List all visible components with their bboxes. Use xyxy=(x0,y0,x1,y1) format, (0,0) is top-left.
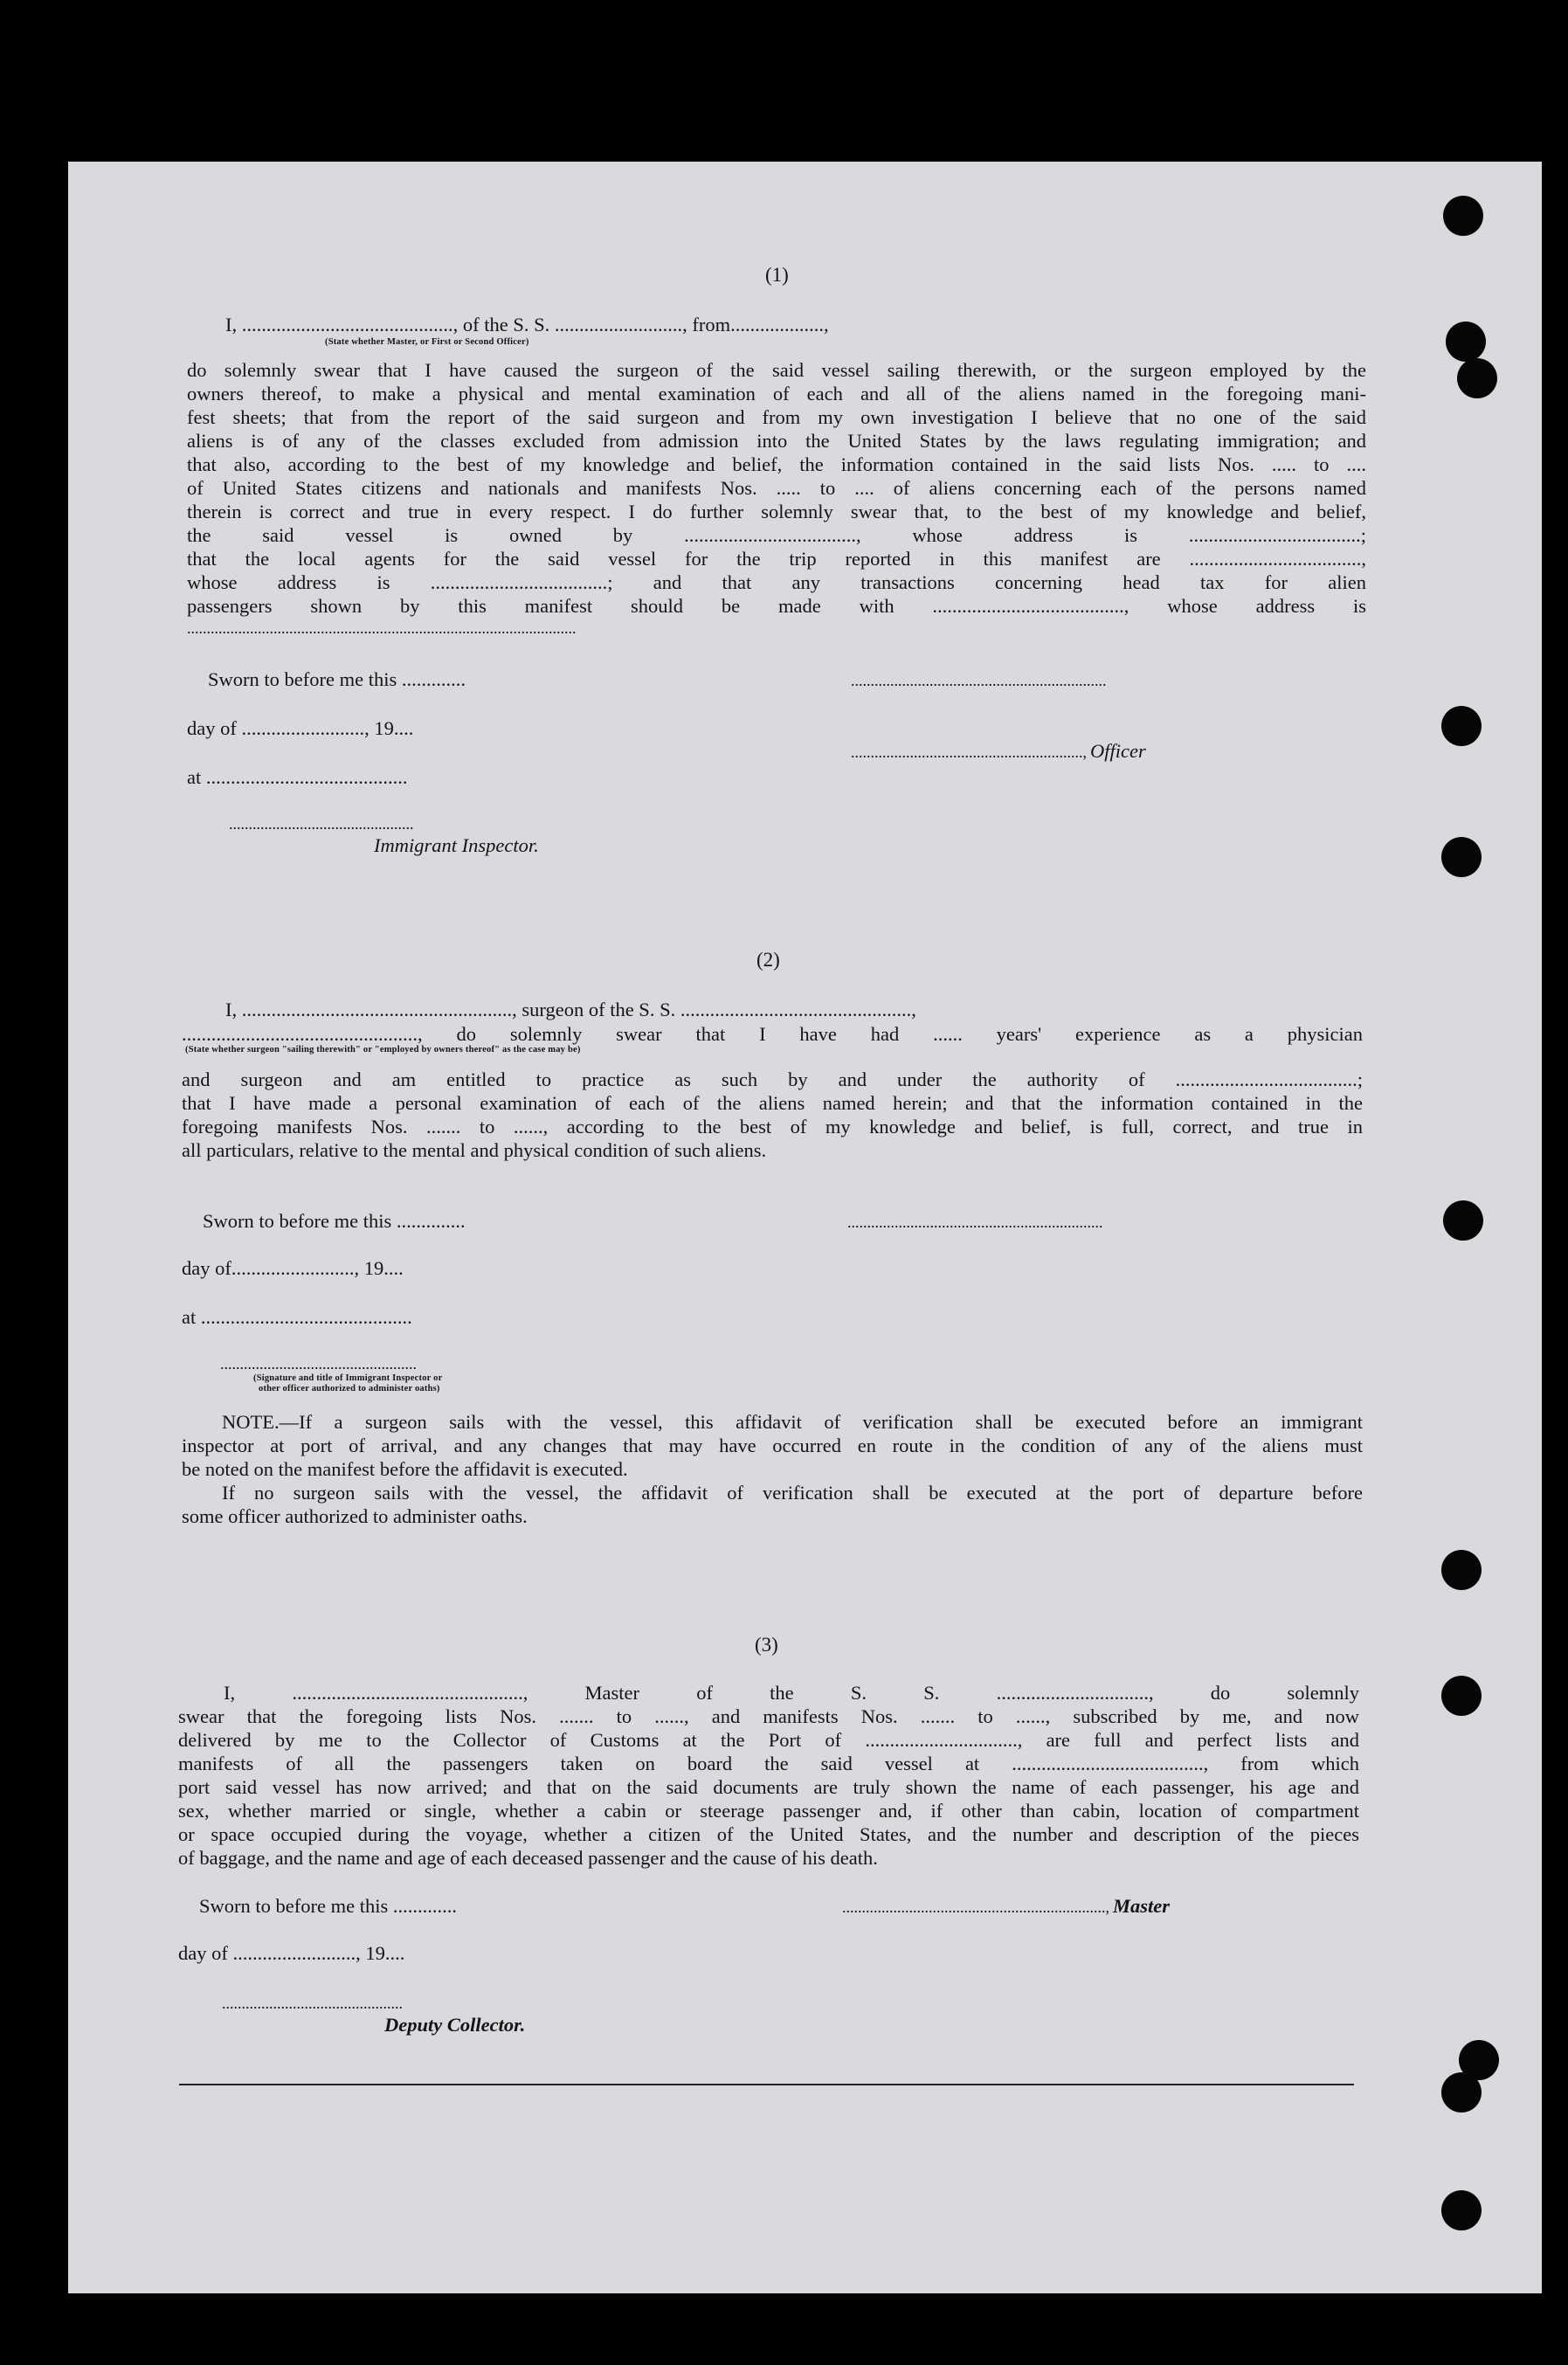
date-line: day of ........................., 19.... xyxy=(178,1942,405,1964)
note-line: some officer authorized to administer oaths. xyxy=(182,1505,528,1527)
oath-line: delivered by me to the Collector of Customs at the Port of ..............................., are full and perfect lists and xyxy=(178,1729,1359,1751)
field-caption: other officer authorized to administer oaths) xyxy=(259,1384,440,1393)
signature-line: ................................................................. xyxy=(851,672,1107,689)
officer-signature xyxy=(851,739,1146,764)
oath-line: the said vessel is owned by ..................................., whose address is ...................................; xyxy=(187,524,1366,546)
oath-line: owners thereof, to make a physical and mental examination of each and all of the aliens named in the foregoing mani- xyxy=(187,383,1366,405)
oath-line: that I have made a personal examination of each of the aliens named herein; and that the information contained in the xyxy=(182,1092,1363,1114)
note-line: inspector at port of arrival, and any changes that may have occurred en route in the condition of any of the aliens must xyxy=(182,1435,1363,1456)
section-number: (3) xyxy=(755,1634,778,1656)
place-line: at ......................................... xyxy=(187,766,408,788)
sworn-line: Sworn to before me this ............. xyxy=(199,1895,457,1917)
oath-line: that the local agents for the said vessel for the trip reported in this manifest are ..................................., xyxy=(187,548,1366,570)
punch-hole xyxy=(1441,2190,1482,2230)
field-caption: (State whether surgeon "sailing therewith" or "employed by owners thereof" as the case may be) xyxy=(185,1045,581,1055)
bottom-rule xyxy=(179,2084,1354,2085)
field-caption: (State whether Master, or First or Second Officer) xyxy=(325,337,529,347)
oath-line: manifests of all the passengers taken on board the said vessel at ......................................., from which xyxy=(178,1753,1359,1774)
place-line: at ........................................... xyxy=(182,1306,412,1328)
oath-line: fest sheets; that from the report of the said surgeon and from my own investigation I believe that no one of the said xyxy=(187,406,1366,428)
punch-hole xyxy=(1441,837,1482,877)
oath-line: or space occupied during the voyage, whether a citizen of the United States, and the number and description of the pieces xyxy=(178,1823,1359,1845)
punch-hole xyxy=(1441,1550,1482,1590)
note-line: NOTE.—If a surgeon sails with the vessel, this affidavit of verification shall be executed before an immigrant xyxy=(222,1411,1363,1433)
signature-line: .............................................. xyxy=(222,1995,403,2012)
oath-line: therein is correct and true in every respect. I do further solemnly swear that, to the best of my knowledge and belief, xyxy=(187,501,1366,522)
master-signature xyxy=(842,1894,1170,1919)
oath-line: all particulars, relative to the mental and physical condition of such aliens. xyxy=(182,1139,767,1161)
oath-line: I, ......................................................., surgeon of the S. S. ..............................................., xyxy=(225,999,916,1020)
oath-line: do solemnly swear that I have caused the surgeon of the said vessel sailing therewith, or the surgeon employed by the xyxy=(187,359,1366,381)
punch-hole xyxy=(1443,196,1483,236)
oath-line: whose address is ....................................; and that any transactions concerning head tax for alien xyxy=(187,571,1366,593)
signature-line: ..........................................................., xyxy=(851,743,1087,761)
inspector-label: Immigrant Inspector. xyxy=(374,834,539,856)
oath-line: aliens is of any of the classes excluded from admission into the United States by the laws regulating immigration; and xyxy=(187,430,1366,452)
signature-line: .................................................. xyxy=(220,1355,417,1373)
officer-label: Officer xyxy=(1090,740,1146,762)
oath-line: of United States citizens and nationals and manifests Nos. ..... to .... of aliens concerning each of the persons named xyxy=(187,477,1366,499)
section-number: (2) xyxy=(756,949,780,971)
sworn-line: Sworn to before me this ............. xyxy=(208,668,466,690)
field-caption: (Signature and title of Immigrant Inspector or xyxy=(253,1373,443,1383)
oath-line: foregoing manifests Nos. ....... to ......, according to the best of my knowledge and belief, is full, correct, and true in xyxy=(182,1116,1363,1138)
note-line: be noted on the manifest before the affidavit is executed. xyxy=(182,1458,628,1480)
punch-hole xyxy=(1457,358,1497,398)
oath-line: that also, according to the best of my knowledge and belief, the information contained in the said lists Nos. ..... to .... xyxy=(187,453,1366,475)
note-line: If no surgeon sails with the vessel, the affidavit of verification shall be executed at the port of departure before xyxy=(222,1482,1363,1504)
signature-line: ............................................... xyxy=(229,815,414,833)
oath-line: swear that the foregoing lists Nos. ....... to ......, and manifests Nos. ....... to ......, subscribed by me, and now xyxy=(178,1705,1359,1727)
punch-hole xyxy=(1441,2072,1482,2113)
oath-line: I, ..........................................., of the S. S. .........................., from..................., xyxy=(225,314,829,335)
oath-line: I, ..............................................., Master of the S. S. ..............................., do solemnly xyxy=(224,1682,1359,1704)
signature-line: ................................................................. xyxy=(847,1214,1103,1231)
date-line: day of ........................., 19.... xyxy=(187,717,414,739)
oath-line: ................................................................................................... xyxy=(187,619,577,637)
punch-hole xyxy=(1446,322,1486,362)
oath-line: and surgeon and am entitled to practice as such by and under the authority of .....................................; xyxy=(182,1068,1363,1090)
punch-hole xyxy=(1441,706,1482,746)
punch-hole xyxy=(1441,1676,1482,1716)
sworn-line: Sworn to before me this .............. xyxy=(203,1210,466,1232)
section-number: (1) xyxy=(765,264,789,286)
oath-line: of baggage, and the name and age of each deceased passenger and the cause of his death. xyxy=(178,1847,878,1869)
oath-line: passengers shown by this manifest should be made with ......................................., whose address is xyxy=(187,595,1366,617)
punch-hole xyxy=(1443,1200,1483,1241)
oath-line: ................................................, do solemnly swear that I have had ...... years' experience as a physician xyxy=(182,1023,1363,1045)
master-label: Master xyxy=(1113,1895,1171,1917)
collector-label: Deputy Collector. xyxy=(384,2014,526,2036)
signature-line: ..................................................................., xyxy=(842,1898,1109,1916)
date-line: day of........................., 19.... xyxy=(182,1257,404,1279)
oath-line: sex, whether married or single, whether a cabin or steerage passenger and, if other than cabin, location of compartment xyxy=(178,1800,1359,1822)
oath-line: port said vessel has now arrived; and that on the said documents are truly shown the name of each passenger, his age and xyxy=(178,1776,1359,1798)
